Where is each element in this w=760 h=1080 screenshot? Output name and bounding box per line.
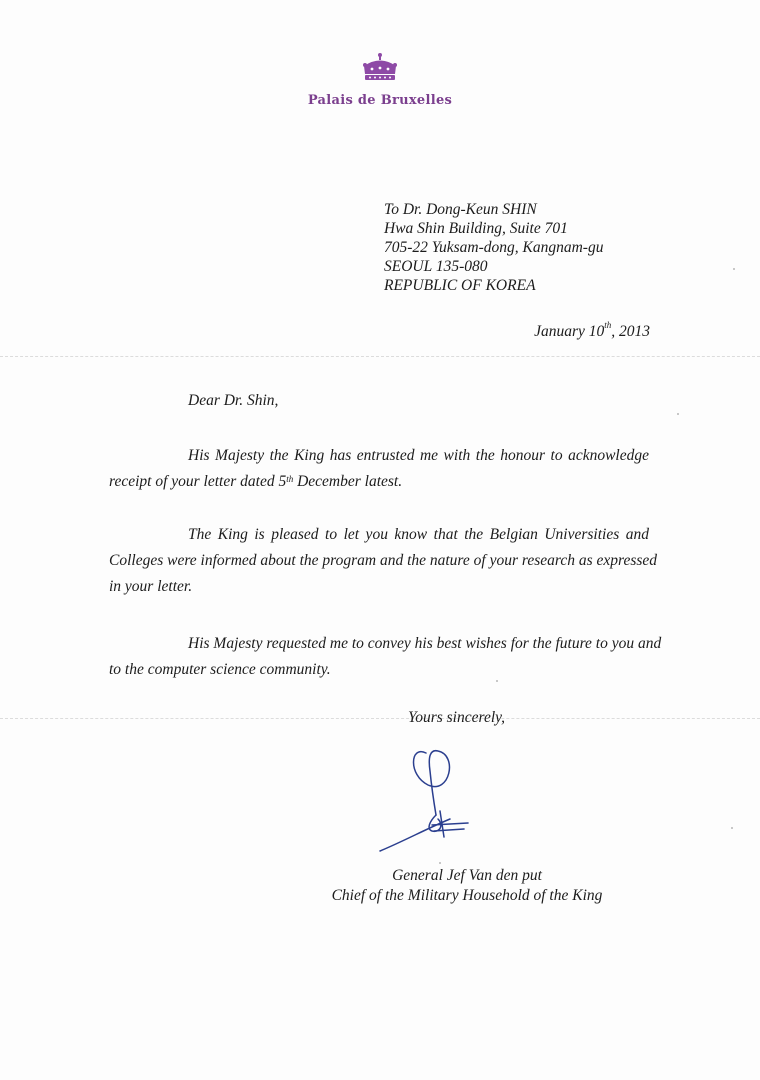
- letterhead-title: Palais de Bruxelles: [307, 93, 453, 108]
- text-run: receipt of your letter dated 5: [109, 473, 287, 490]
- letter-date: [400, 320, 650, 341]
- salutation: Dear Dr. Shin,: [188, 392, 279, 409]
- address-line: REPUBLIC OF KOREA: [384, 277, 536, 294]
- signature-icon: [370, 745, 480, 860]
- address-line: Hwa Shin Building, Suite 701: [384, 220, 568, 237]
- paragraph-line: [109, 469, 649, 495]
- date-ordinal-suffix: th: [604, 320, 612, 330]
- address-line: SEOUL 135-080: [384, 258, 488, 275]
- paper-fold-line: [0, 356, 760, 357]
- recipient-address: [384, 200, 603, 295]
- royal-crown-icon: [360, 52, 400, 86]
- paragraph-line: The King is pleased to let you know that the Belgian Universities and: [188, 526, 649, 543]
- body-paragraph-1: [109, 443, 649, 495]
- text-run: December latest.: [293, 473, 403, 490]
- signatory-title: Chief of the Military Household of the King: [331, 887, 603, 904]
- body-paragraph-3: [109, 631, 662, 683]
- address-line: 705-22 Yuksam-dong, Kangnam-gu: [384, 239, 604, 256]
- closing-phrase: Yours sincerely,: [408, 709, 506, 726]
- paragraph-line: to the computer science community.: [109, 661, 331, 678]
- paragraph-line: in your letter.: [109, 578, 193, 595]
- address-line: To Dr. Dong-Keun SHIN: [384, 201, 537, 218]
- ordinal-suffix: th: [286, 474, 294, 484]
- paragraph-line: His Majesty the King has entrusted me with the honour to acknowledge: [188, 447, 649, 464]
- body-paragraph-2: [109, 522, 658, 600]
- date-year: , 2013: [611, 323, 650, 340]
- paragraph-line: His Majesty requested me to convey his best wishes for the future to you and: [188, 635, 662, 652]
- signatory-name: General Jef Van den put: [392, 867, 542, 884]
- date-month-day: January 10: [534, 323, 605, 340]
- paper-fold-line: [0, 718, 760, 719]
- signatory-block: [300, 866, 634, 906]
- paragraph-line: Colleges were informed about the program and the nature of your research as expressed: [109, 552, 658, 569]
